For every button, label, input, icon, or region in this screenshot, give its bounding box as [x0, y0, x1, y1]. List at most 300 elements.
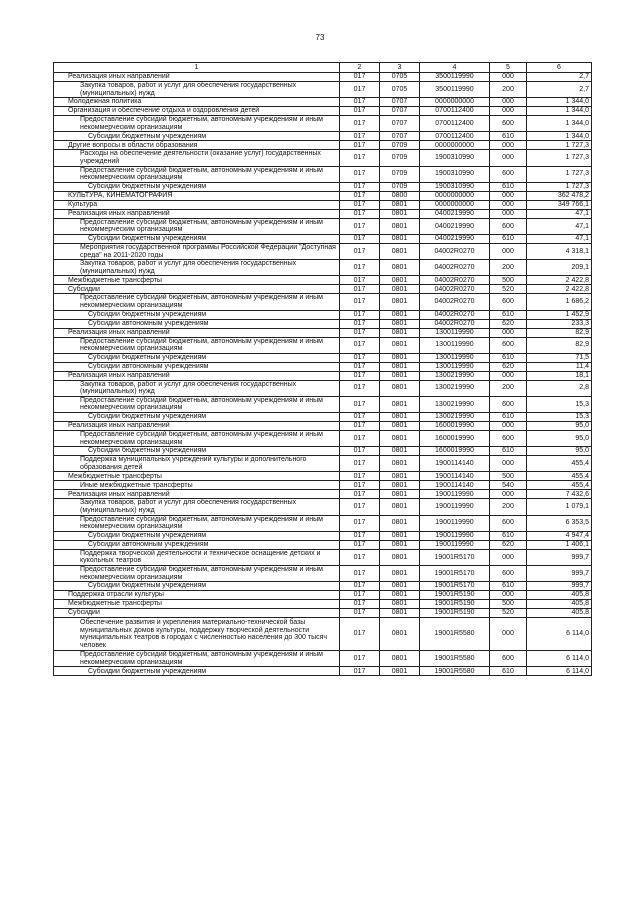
- row-amount: 6 114,0: [527, 618, 592, 651]
- row-amount: 82,9: [527, 337, 592, 353]
- row-amount: 362 478,2: [527, 191, 592, 200]
- table-row: [54, 618, 592, 651]
- table-row: [54, 591, 592, 600]
- row-target-code: 04002R0270: [420, 243, 490, 259]
- row-section-code: 0801: [380, 328, 420, 337]
- row-target-code: 1900310990: [420, 182, 490, 191]
- row-ved-code: 017: [340, 73, 380, 82]
- row-expense-type: 610: [490, 582, 527, 591]
- row-name: Межбюджетные трансферты: [54, 472, 340, 481]
- table-row: [54, 310, 592, 319]
- row-name: Закупка товаров, работ и услуг для обеспечения государственных (муниципальных) нужд: [54, 380, 340, 396]
- table-row: [54, 600, 592, 609]
- row-expense-type: 600: [490, 337, 527, 353]
- row-ved-code: 017: [340, 260, 380, 276]
- row-section-code: 0709: [380, 141, 420, 150]
- row-ved-code: 017: [340, 499, 380, 515]
- row-expense-type: 610: [490, 447, 527, 456]
- row-target-code: 04002R0270: [420, 276, 490, 285]
- row-amount: 455,4: [527, 481, 592, 490]
- table-row: [54, 260, 592, 276]
- row-ved-code: 017: [340, 431, 380, 447]
- row-target-code: 0000000000: [420, 141, 490, 150]
- row-name: Поддержка муниципальных учреждений культуры и дополнительного образования детей: [54, 456, 340, 472]
- row-section-code: 0801: [380, 667, 420, 676]
- row-ved-code: 017: [340, 651, 380, 667]
- table-row: [54, 294, 592, 310]
- row-name: Предоставление субсидий бюджетным, автономным учреждениям и иным некоммерческим организациям: [54, 166, 340, 182]
- row-amount: 1 452,9: [527, 310, 592, 319]
- row-target-code: 04002R0270: [420, 319, 490, 328]
- row-name: Поддержка творческой деятельности и техническое оснащение детских и кукольных театров: [54, 549, 340, 565]
- row-section-code: 0801: [380, 243, 420, 259]
- row-section-code: 0801: [380, 209, 420, 218]
- row-target-code: 1900310990: [420, 150, 490, 166]
- table-row: [54, 73, 592, 82]
- row-amount: 2,8: [527, 380, 592, 396]
- row-section-code: 0707: [380, 98, 420, 107]
- table-row: [54, 431, 592, 447]
- row-name: Реализация иных направлений: [54, 328, 340, 337]
- row-name: Предоставление субсидий бюджетным, автономным учреждениям и иным некоммерческим организациям: [54, 431, 340, 447]
- row-target-code: 1600019990: [420, 422, 490, 431]
- row-target-code: 0400219990: [420, 234, 490, 243]
- row-ved-code: 017: [340, 540, 380, 549]
- row-ved-code: 017: [340, 319, 380, 328]
- row-expense-type: 620: [490, 362, 527, 371]
- row-section-code: 0801: [380, 380, 420, 396]
- row-ved-code: 017: [340, 234, 380, 243]
- table-row: [54, 150, 592, 166]
- row-target-code: 1300119990: [420, 337, 490, 353]
- row-expense-type: 610: [490, 353, 527, 362]
- row-name: Предоставление субсидий бюджетным, автономным учреждениям и иным некоммерческим организациям: [54, 337, 340, 353]
- row-ved-code: 017: [340, 150, 380, 166]
- table-row: [54, 481, 592, 490]
- row-ved-code: 017: [340, 82, 380, 98]
- row-amount: 1 727,3: [527, 182, 592, 191]
- row-name: Предоставление субсидий бюджетным, автономным учреждениям и иным некоммерческим организациям: [54, 651, 340, 667]
- row-ved-code: 017: [340, 107, 380, 116]
- table-row: [54, 362, 592, 371]
- row-name: Субсидии бюджетным учреждениям: [54, 310, 340, 319]
- row-amount: 233,3: [527, 319, 592, 328]
- row-target-code: 1900119990: [420, 499, 490, 515]
- row-expense-type: 540: [490, 481, 527, 490]
- row-target-code: 1900114140: [420, 472, 490, 481]
- row-ved-code: 017: [340, 566, 380, 582]
- row-section-code: 0801: [380, 260, 420, 276]
- row-section-code: 0801: [380, 481, 420, 490]
- row-section-code: 0801: [380, 499, 420, 515]
- table-row: [54, 396, 592, 412]
- row-amount: 6 353,5: [527, 515, 592, 531]
- row-ved-code: 017: [340, 285, 380, 294]
- row-ved-code: 017: [340, 166, 380, 182]
- table-row: [54, 667, 592, 676]
- row-section-code: 0709: [380, 182, 420, 191]
- row-name: Реализация иных направлений: [54, 73, 340, 82]
- row-section-code: 0801: [380, 549, 420, 565]
- row-expense-type: 000: [490, 549, 527, 565]
- row-ved-code: 017: [340, 371, 380, 380]
- row-expense-type: 000: [490, 422, 527, 431]
- row-target-code: 19001R5190: [420, 609, 490, 618]
- row-section-code: 0801: [380, 362, 420, 371]
- row-target-code: 04002R0270: [420, 260, 490, 276]
- row-ved-code: 017: [340, 182, 380, 191]
- row-section-code: 0801: [380, 447, 420, 456]
- row-expense-type: 200: [490, 380, 527, 396]
- row-target-code: 19001R5170: [420, 566, 490, 582]
- table-row: [54, 447, 592, 456]
- row-name: Субсидии бюджетным учреждениям: [54, 531, 340, 540]
- row-name: Предоставление субсидий бюджетным, автономным учреждениям и иным некоммерческим организациям: [54, 396, 340, 412]
- row-amount: 1 344,0: [527, 132, 592, 141]
- row-name: Реализация иных направлений: [54, 371, 340, 380]
- table-row: [54, 380, 592, 396]
- row-name: Субсидии бюджетным учреждениям: [54, 182, 340, 191]
- row-section-code: 0801: [380, 337, 420, 353]
- table-row: [54, 191, 592, 200]
- row-name: Расходы на обеспечение деятельности (оказание услуг) государственных учреждений: [54, 150, 340, 166]
- row-target-code: 1300219990: [420, 396, 490, 412]
- row-name: Субсидии бюджетным учреждениям: [54, 353, 340, 362]
- table-row: [54, 200, 592, 209]
- row-amount: 1 727,3: [527, 166, 592, 182]
- row-name: Иные межбюджетные трансферты: [54, 481, 340, 490]
- row-ved-code: 017: [340, 353, 380, 362]
- row-amount: 1 406,1: [527, 540, 592, 549]
- row-ved-code: 017: [340, 515, 380, 531]
- row-expense-type: 000: [490, 191, 527, 200]
- row-expense-type: 520: [490, 609, 527, 618]
- row-name: Субсидии бюджетным учреждениям: [54, 234, 340, 243]
- col-header-4: 4: [420, 63, 490, 73]
- row-expense-type: 600: [490, 566, 527, 582]
- row-target-code: 3500119990: [420, 82, 490, 98]
- row-ved-code: 017: [340, 609, 380, 618]
- row-amount: 999,7: [527, 566, 592, 582]
- row-ved-code: 017: [340, 549, 380, 565]
- row-target-code: 1300219990: [420, 413, 490, 422]
- col-header-1: 1: [54, 63, 340, 73]
- row-expense-type: 000: [490, 209, 527, 218]
- row-target-code: 1300219990: [420, 380, 490, 396]
- row-expense-type: 200: [490, 499, 527, 515]
- row-amount: 405,8: [527, 609, 592, 618]
- row-ved-code: 017: [340, 98, 380, 107]
- row-ved-code: 017: [340, 294, 380, 310]
- table-row: [54, 422, 592, 431]
- row-ved-code: 017: [340, 456, 380, 472]
- table-header-row: [54, 63, 592, 73]
- row-name: Культура: [54, 200, 340, 209]
- row-target-code: 1900310990: [420, 166, 490, 182]
- row-ved-code: 017: [340, 481, 380, 490]
- row-expense-type: 610: [490, 531, 527, 540]
- row-target-code: 1900114140: [420, 481, 490, 490]
- row-ved-code: 017: [340, 582, 380, 591]
- table-row: [54, 209, 592, 218]
- row-ved-code: 017: [340, 191, 380, 200]
- row-expense-type: 600: [490, 218, 527, 234]
- row-target-code: 0700112400: [420, 116, 490, 132]
- table-row: [54, 337, 592, 353]
- row-ved-code: 017: [340, 531, 380, 540]
- row-expense-type: 600: [490, 116, 527, 132]
- table-row: [54, 82, 592, 98]
- row-target-code: 1900119990: [420, 531, 490, 540]
- row-section-code: 0801: [380, 566, 420, 582]
- row-expense-type: 610: [490, 132, 527, 141]
- table-row: [54, 490, 592, 499]
- row-section-code: 0801: [380, 294, 420, 310]
- row-expense-type: 610: [490, 413, 527, 422]
- table-row: [54, 107, 592, 116]
- row-target-code: 1300119990: [420, 362, 490, 371]
- table-row: [54, 515, 592, 531]
- table-row: [54, 276, 592, 285]
- row-expense-type: 500: [490, 276, 527, 285]
- row-expense-type: 000: [490, 150, 527, 166]
- row-section-code: 0801: [380, 218, 420, 234]
- row-section-code: 0801: [380, 456, 420, 472]
- table-row: [54, 531, 592, 540]
- table-row: [54, 549, 592, 565]
- row-expense-type: 000: [490, 73, 527, 82]
- row-ved-code: 017: [340, 618, 380, 651]
- row-expense-type: 200: [490, 82, 527, 98]
- row-name: Субсидии: [54, 609, 340, 618]
- row-section-code: 0801: [380, 234, 420, 243]
- row-amount: 82,9: [527, 328, 592, 337]
- table-row: [54, 182, 592, 191]
- row-target-code: 1300219990: [420, 371, 490, 380]
- row-amount: 47,1: [527, 234, 592, 243]
- row-ved-code: 017: [340, 667, 380, 676]
- row-amount: 455,4: [527, 456, 592, 472]
- row-amount: 7 432,6: [527, 490, 592, 499]
- row-name: Субсидии: [54, 285, 340, 294]
- row-expense-type: 610: [490, 667, 527, 676]
- row-target-code: 1600019990: [420, 431, 490, 447]
- row-target-code: 0700112400: [420, 107, 490, 116]
- row-amount: 1 344,0: [527, 116, 592, 132]
- row-ved-code: 017: [340, 380, 380, 396]
- table-row: [54, 413, 592, 422]
- row-amount: 6 114,0: [527, 651, 592, 667]
- row-name: Субсидии бюджетным учреждениям: [54, 132, 340, 141]
- row-section-code: 0801: [380, 200, 420, 209]
- table-row: [54, 328, 592, 337]
- row-target-code: 19001R5580: [420, 651, 490, 667]
- row-section-code: 0801: [380, 591, 420, 600]
- row-amount: 95,0: [527, 447, 592, 456]
- row-section-code: 0801: [380, 319, 420, 328]
- table-row: [54, 132, 592, 141]
- row-section-code: 0709: [380, 166, 420, 182]
- row-expense-type: 000: [490, 490, 527, 499]
- row-ved-code: 017: [340, 209, 380, 218]
- table-row: [54, 319, 592, 328]
- table-row: [54, 609, 592, 618]
- row-name: Субсидии бюджетным учреждениям: [54, 667, 340, 676]
- row-target-code: 1900114140: [420, 456, 490, 472]
- row-amount: 405,8: [527, 600, 592, 609]
- row-expense-type: 600: [490, 651, 527, 667]
- row-name: Организация и обеспечение отдыха и оздоровления детей: [54, 107, 340, 116]
- row-section-code: 0801: [380, 651, 420, 667]
- row-ved-code: 017: [340, 218, 380, 234]
- row-name: КУЛЬТУРА, КИНЕМАТОГРАФИЯ: [54, 191, 340, 200]
- table-body: [54, 63, 592, 676]
- row-section-code: 0707: [380, 116, 420, 132]
- row-target-code: 19001R5580: [420, 618, 490, 651]
- row-target-code: 1900119990: [420, 490, 490, 499]
- row-section-code: 0800: [380, 191, 420, 200]
- row-expense-type: 000: [490, 141, 527, 150]
- row-ved-code: 017: [340, 132, 380, 141]
- row-target-code: 0400219990: [420, 218, 490, 234]
- row-amount: 1 079,1: [527, 499, 592, 515]
- row-section-code: 0801: [380, 490, 420, 499]
- row-section-code: 0801: [380, 540, 420, 549]
- row-name: Субсидии автономным учреждениям: [54, 362, 340, 371]
- row-target-code: 0700112400: [420, 132, 490, 141]
- row-expense-type: 000: [490, 618, 527, 651]
- row-section-code: 0707: [380, 132, 420, 141]
- row-section-code: 0705: [380, 82, 420, 98]
- row-expense-type: 000: [490, 200, 527, 209]
- row-ved-code: 017: [340, 396, 380, 412]
- row-amount: 47,1: [527, 209, 592, 218]
- row-name: Молодежная политика: [54, 98, 340, 107]
- row-amount: 2,7: [527, 82, 592, 98]
- row-section-code: 0709: [380, 150, 420, 166]
- row-target-code: 1900119990: [420, 540, 490, 549]
- row-name: Субсидии бюджетным учреждениям: [54, 582, 340, 591]
- row-expense-type: 000: [490, 591, 527, 600]
- row-name: Предоставление субсидий бюджетным, автономным учреждениям и иным некоммерческим организациям: [54, 218, 340, 234]
- row-target-code: 1600019990: [420, 447, 490, 456]
- page-number: 73: [315, 33, 325, 42]
- row-section-code: 0801: [380, 310, 420, 319]
- col-header-3: 3: [380, 63, 420, 73]
- table-row: [54, 166, 592, 182]
- row-expense-type: 500: [490, 472, 527, 481]
- row-name: Субсидии автономным учреждениям: [54, 540, 340, 549]
- row-section-code: 0801: [380, 396, 420, 412]
- table-row: [54, 116, 592, 132]
- row-expense-type: 000: [490, 107, 527, 116]
- row-expense-type: 600: [490, 396, 527, 412]
- table-row: [54, 371, 592, 380]
- row-section-code: 0801: [380, 422, 420, 431]
- row-section-code: 0801: [380, 431, 420, 447]
- row-name: Закупка товаров, работ и услуг для обеспечения государственных (муниципальных) нужд: [54, 260, 340, 276]
- row-target-code: 1300119990: [420, 328, 490, 337]
- row-amount: 405,8: [527, 591, 592, 600]
- row-section-code: 0801: [380, 618, 420, 651]
- row-amount: 2 422,8: [527, 276, 592, 285]
- row-expense-type: 000: [490, 456, 527, 472]
- row-ved-code: 017: [340, 276, 380, 285]
- row-ved-code: 017: [340, 200, 380, 209]
- row-name: Субсидии бюджетным учреждениям: [54, 413, 340, 422]
- row-expense-type: 610: [490, 310, 527, 319]
- table-row: [54, 234, 592, 243]
- row-ved-code: 017: [340, 310, 380, 319]
- row-ved-code: 017: [340, 328, 380, 337]
- row-target-code: 19001R5580: [420, 667, 490, 676]
- row-amount: 209,1: [527, 260, 592, 276]
- budget-table: [53, 62, 592, 676]
- row-target-code: 0000000000: [420, 200, 490, 209]
- row-amount: 1 344,0: [527, 98, 592, 107]
- row-target-code: 3500119990: [420, 73, 490, 82]
- row-section-code: 0801: [380, 371, 420, 380]
- row-name: Реализация иных направлений: [54, 490, 340, 499]
- row-expense-type: 000: [490, 328, 527, 337]
- row-ved-code: 017: [340, 362, 380, 371]
- row-section-code: 0801: [380, 609, 420, 618]
- row-ved-code: 017: [340, 591, 380, 600]
- table-row: [54, 651, 592, 667]
- row-name: Реализация иных направлений: [54, 422, 340, 431]
- row-expense-type: 610: [490, 182, 527, 191]
- row-expense-type: 200: [490, 260, 527, 276]
- row-ved-code: 017: [340, 472, 380, 481]
- table-row: [54, 499, 592, 515]
- row-name: Предоставление субсидий бюджетным, автономным учреждениям и иным некоммерческим организациям: [54, 116, 340, 132]
- row-section-code: 0801: [380, 531, 420, 540]
- row-name: Межбюджетные трансферты: [54, 276, 340, 285]
- row-amount: 1 686,2: [527, 294, 592, 310]
- row-ved-code: 017: [340, 413, 380, 422]
- row-ved-code: 017: [340, 141, 380, 150]
- row-section-code: 0801: [380, 413, 420, 422]
- row-ved-code: 017: [340, 422, 380, 431]
- row-target-code: 19001R5190: [420, 591, 490, 600]
- table-row: [54, 540, 592, 549]
- row-name: Закупка товаров, работ и услуг для обеспечения государственных (муниципальных) нужд: [54, 82, 340, 98]
- row-name: Другие вопросы в области образования: [54, 141, 340, 150]
- row-target-code: 1900119990: [420, 515, 490, 531]
- row-amount: 15,3: [527, 396, 592, 412]
- row-expense-type: 000: [490, 371, 527, 380]
- row-amount: 1 344,0: [527, 107, 592, 116]
- table-row: [54, 218, 592, 234]
- row-expense-type: 610: [490, 234, 527, 243]
- row-expense-type: 600: [490, 515, 527, 531]
- row-expense-type: 600: [490, 294, 527, 310]
- row-name: Субсидии бюджетным учреждениям: [54, 447, 340, 456]
- col-header-2: 2: [340, 63, 380, 73]
- row-section-code: 0801: [380, 582, 420, 591]
- row-expense-type: 000: [490, 243, 527, 259]
- row-amount: 349 766,1: [527, 200, 592, 209]
- row-section-code: 0801: [380, 285, 420, 294]
- row-amount: 15,3: [527, 413, 592, 422]
- row-target-code: 04002R0270: [420, 310, 490, 319]
- row-section-code: 0801: [380, 600, 420, 609]
- row-name: Обеспечение развития и укрепления материально-технической базы муниципальных домов культуры, поддержку творческой деятельности муниципальных театров в городах с численностью населения до 300 тысяч человек: [54, 618, 340, 651]
- row-amount: 2,7: [527, 73, 592, 82]
- row-amount: 1 727,3: [527, 150, 592, 166]
- row-expense-type: 600: [490, 166, 527, 182]
- row-expense-type: 500: [490, 600, 527, 609]
